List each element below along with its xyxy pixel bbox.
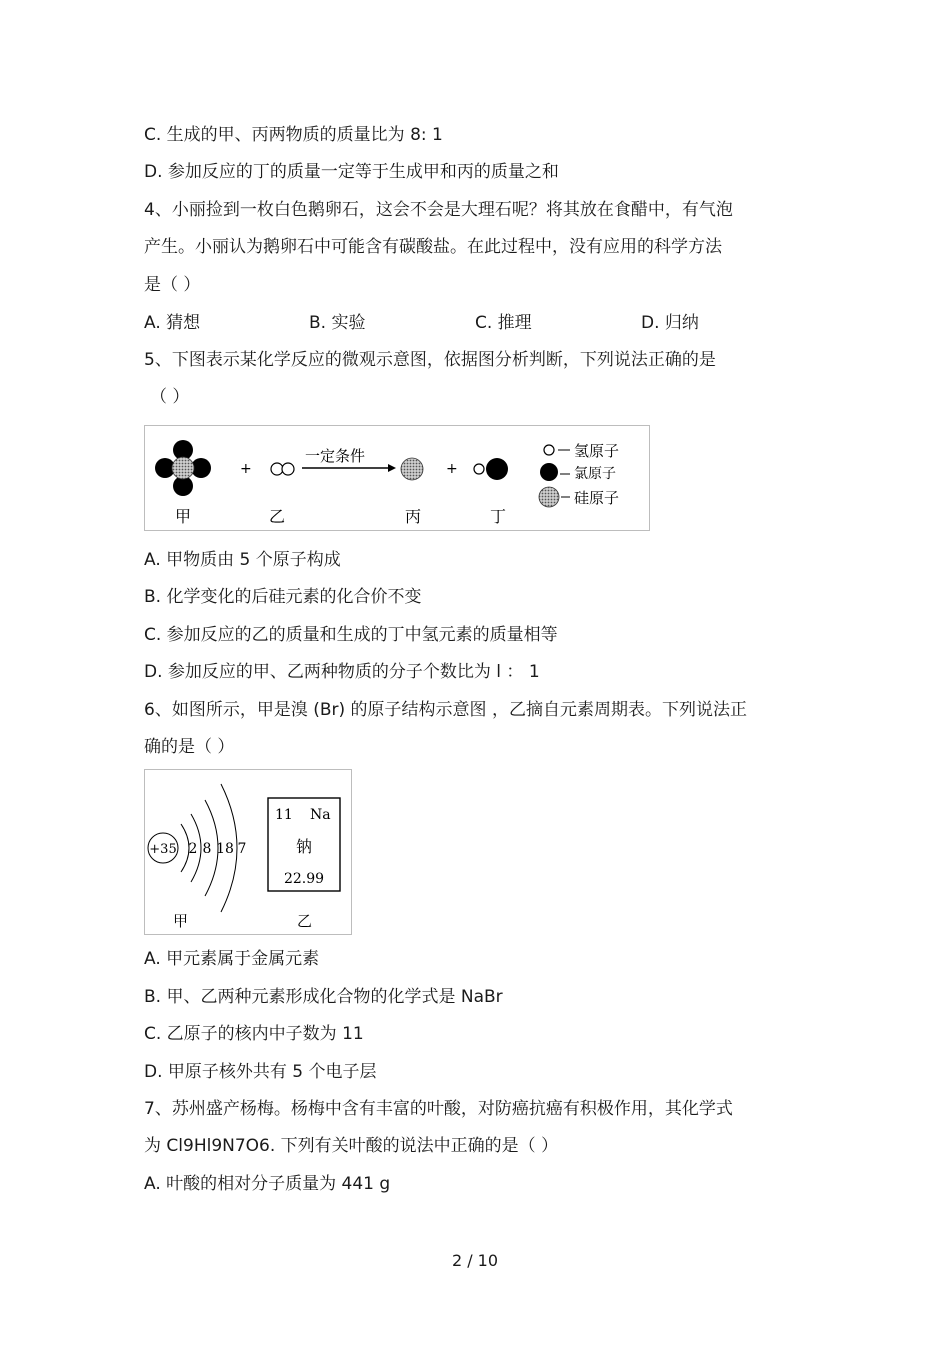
label-jia: 甲 <box>175 507 192 526</box>
q5-stem-line2: （ ） <box>150 387 190 407</box>
reaction-diagram <box>144 425 650 531</box>
arrow-condition-label: 一定条件 <box>305 447 366 465</box>
q6-option-c: C. 乙原子的核内中子数为 11 <box>144 1024 364 1044</box>
shell-1-count: 2 <box>188 841 198 857</box>
q7-stem-line2: 为 Cl9Hl9N7O6. 下列有关叶酸的说法中正确的是（ ） <box>144 1136 559 1156</box>
q4-option-d: D. 归纳 <box>641 313 699 333</box>
label-ding: 丁 <box>490 507 507 526</box>
label-yi-2: 乙 <box>297 912 313 930</box>
label-yi: 乙 <box>269 507 286 526</box>
q5-option-a: A. 甲物质由 5 个原子构成 <box>144 550 341 570</box>
q4-stem-line1: 4、小丽捡到一枚白色鹅卵石，这会不会是大理石呢？将其放在食醋中，有气泡 <box>144 200 733 220</box>
sodium-element-card <box>268 798 340 891</box>
atomic-mass: 22.99 <box>283 871 325 887</box>
molecule-jia <box>155 440 211 496</box>
q5-option-b: B. 化学变化的后硅元素的化合价不变 <box>144 587 422 607</box>
shell-3-count: 18 <box>216 841 234 857</box>
q3-option-c: C. 生成的甲、丙两物质的质量比为 8: 1 <box>144 125 443 145</box>
q4-option-c: C. 推理 <box>475 313 532 333</box>
atom-structure-figure <box>144 769 352 935</box>
nucleus-charge: +35 <box>149 842 177 857</box>
q5-option-d: D. 参加反应的甲、乙两种物质的分子个数比为 l ： 1 <box>144 662 540 682</box>
q4-option-b: B. 实验 <box>309 313 366 333</box>
q7-option-a: A. 叶酸的相对分子质量为 441 g <box>144 1174 391 1194</box>
legend-hydrogen: 氢原子 <box>574 442 620 460</box>
legend-silicon: 硅原子 <box>574 489 620 507</box>
page-number: 2 / 10 <box>451 1251 499 1270</box>
shell-2-count: 8 <box>202 841 212 857</box>
molecule-bing <box>401 458 423 480</box>
molecule-ding <box>474 458 508 480</box>
legend-chlorine: 氯原子 <box>574 466 616 482</box>
q4-stem-line2: 产生。小丽认为鹅卵石中可能含有碳酸盐。在此过程中，没有应用的科学方法 <box>144 237 722 257</box>
q4-option-a: A. 猜想 <box>144 313 201 333</box>
q6-option-d: D. 甲原子核外共有 5 个电子层 <box>144 1062 377 1082</box>
plus-sign-1: + <box>240 461 252 477</box>
plus-sign-2: + <box>446 461 458 477</box>
element-name: 钠 <box>295 837 313 856</box>
bromine-atom-diagram <box>148 784 246 912</box>
element-symbol: Na <box>310 807 331 823</box>
q3-option-d: D. 参加反应的丁的质量一定等于生成甲和丙的质量之和 <box>144 162 559 182</box>
q6-stem-line1: 6、如图所示，甲是溴 (Br) 的原子结构示意图 ，乙摘自元素周期表。下列说法正 <box>144 700 747 720</box>
q6-option-b: B. 甲、乙两种元素形成化合物的化学式是 NaBr <box>144 987 503 1007</box>
q7-stem-line1: 7、苏州盛产杨梅。杨梅中含有丰富的叶酸，对防癌抗癌有积极作用，其化学式 <box>144 1099 733 1119</box>
label-bing: 丙 <box>405 507 422 526</box>
legend <box>539 442 619 507</box>
q5-stem-line1: 5、下图表示某化学反应的微观示意图，依据图分析判断，下列说法正确的是 <box>144 350 716 370</box>
q6-option-a: A. 甲元素属于金属元素 <box>144 949 320 969</box>
label-jia-2: 甲 <box>173 912 189 930</box>
shell-4-count: 7 <box>237 841 247 857</box>
q6-stem-line2: 确的是（ ） <box>144 737 235 757</box>
molecule-yi <box>271 463 294 475</box>
q5-option-c: C. 参加反应的乙的质量和生成的丁中氢元素的质量相等 <box>144 625 558 645</box>
q4-stem-line3: 是（ ） <box>144 275 201 295</box>
atomic-number: 11 <box>275 807 293 823</box>
